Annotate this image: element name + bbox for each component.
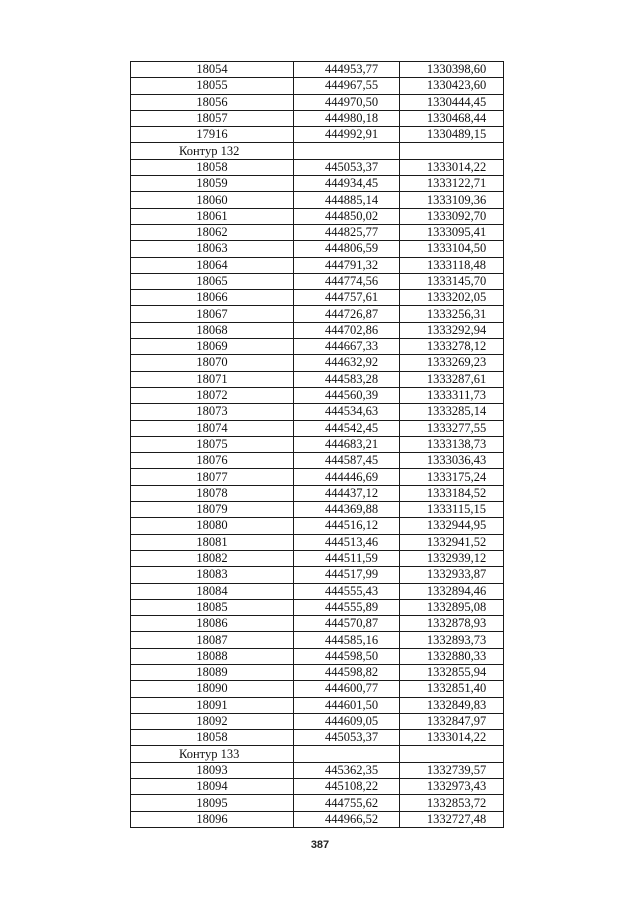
x-coordinate-cell: 444992,91 [294, 127, 400, 143]
y-coordinate-cell: 1333184,52 [400, 485, 504, 501]
point-number-cell: 18061 [131, 208, 294, 224]
table-row [131, 94, 504, 110]
y-coordinate-cell: 1333269,23 [400, 355, 504, 371]
x-coordinate-cell: 444600,77 [294, 681, 400, 697]
x-coordinate-cell: 444825,77 [294, 224, 400, 240]
y-coordinate-cell: 1333256,31 [400, 306, 504, 322]
table-row [131, 273, 504, 289]
point-number-cell: 18096 [131, 811, 294, 827]
table-row [131, 648, 504, 664]
x-coordinate-cell: 444437,12 [294, 485, 400, 501]
x-coordinate-cell: 444517,99 [294, 567, 400, 583]
point-number-cell: 18090 [131, 681, 294, 697]
contour-label: Контур 133 [131, 746, 294, 762]
y-coordinate-cell: 1333311,73 [400, 387, 504, 403]
point-number-cell: 18086 [131, 616, 294, 632]
y-coordinate-cell: 1333138,73 [400, 436, 504, 452]
x-coordinate-cell: 444970,50 [294, 94, 400, 110]
point-number-cell: 18067 [131, 306, 294, 322]
y-coordinate-cell: 1332939,12 [400, 550, 504, 566]
table-row [131, 469, 504, 485]
table-row [131, 502, 504, 518]
y-coordinate-cell: 1330468,44 [400, 110, 504, 126]
table-row [131, 599, 504, 615]
x-coordinate-cell: 444726,87 [294, 306, 400, 322]
table-row [131, 795, 504, 811]
y-coordinate-cell: 1332851,40 [400, 681, 504, 697]
point-number-cell: 18057 [131, 110, 294, 126]
empty-cell [294, 143, 400, 159]
point-number-cell: 18068 [131, 322, 294, 338]
x-coordinate-cell: 444850,02 [294, 208, 400, 224]
y-coordinate-cell: 1332853,72 [400, 795, 504, 811]
x-coordinate-cell: 445108,22 [294, 779, 400, 795]
point-number-cell: 18060 [131, 192, 294, 208]
point-number-cell: 18056 [131, 94, 294, 110]
empty-cell [400, 143, 504, 159]
y-coordinate-cell: 1333014,22 [400, 159, 504, 175]
y-coordinate-cell: 1330444,45 [400, 94, 504, 110]
y-coordinate-cell: 1332727,48 [400, 811, 504, 827]
x-coordinate-cell: 444980,18 [294, 110, 400, 126]
coordinates-table [130, 61, 504, 828]
x-coordinate-cell: 444587,45 [294, 453, 400, 469]
y-coordinate-cell: 1332894,46 [400, 583, 504, 599]
point-number-cell: 18071 [131, 371, 294, 387]
x-coordinate-cell: 444755,62 [294, 795, 400, 811]
table-row [131, 550, 504, 566]
table-row [131, 583, 504, 599]
point-number-cell: 18058 [131, 159, 294, 175]
x-coordinate-cell: 444369,88 [294, 502, 400, 518]
contour-header-row [131, 746, 504, 762]
y-coordinate-cell: 1333175,24 [400, 469, 504, 485]
x-coordinate-cell: 444702,86 [294, 322, 400, 338]
y-coordinate-cell: 1333115,15 [400, 502, 504, 518]
table-row [131, 713, 504, 729]
table-row [131, 322, 504, 338]
x-coordinate-cell: 444555,89 [294, 599, 400, 615]
point-number-cell: 18085 [131, 599, 294, 615]
y-coordinate-cell: 1333285,14 [400, 404, 504, 420]
contour-header-row [131, 143, 504, 159]
table-row [131, 176, 504, 192]
y-coordinate-cell: 1333292,94 [400, 322, 504, 338]
point-number-cell: 18055 [131, 78, 294, 94]
x-coordinate-cell: 444446,69 [294, 469, 400, 485]
point-number-cell: 17916 [131, 127, 294, 143]
y-coordinate-cell: 1330489,15 [400, 127, 504, 143]
point-number-cell: 18087 [131, 632, 294, 648]
table-row [131, 208, 504, 224]
y-coordinate-cell: 1332944,95 [400, 518, 504, 534]
table-row [131, 616, 504, 632]
table-row [131, 127, 504, 143]
x-coordinate-cell: 444806,59 [294, 241, 400, 257]
x-coordinate-cell: 444542,45 [294, 420, 400, 436]
table-row [131, 387, 504, 403]
coordinates-table-body [131, 62, 504, 828]
y-coordinate-cell: 1330423,60 [400, 78, 504, 94]
x-coordinate-cell: 444555,43 [294, 583, 400, 599]
x-coordinate-cell: 444757,61 [294, 290, 400, 306]
y-coordinate-cell: 1333118,48 [400, 257, 504, 273]
y-coordinate-cell: 1333145,70 [400, 273, 504, 289]
table-row [131, 404, 504, 420]
table-row [131, 371, 504, 387]
x-coordinate-cell: 445053,37 [294, 730, 400, 746]
point-number-cell: 18077 [131, 469, 294, 485]
point-number-cell: 18054 [131, 62, 294, 78]
point-number-cell: 18082 [131, 550, 294, 566]
point-number-cell: 18095 [131, 795, 294, 811]
table-row [131, 485, 504, 501]
point-number-cell: 18064 [131, 257, 294, 273]
point-number-cell: 18083 [131, 567, 294, 583]
point-number-cell: 18094 [131, 779, 294, 795]
y-coordinate-cell: 1333104,50 [400, 241, 504, 257]
x-coordinate-cell: 444598,82 [294, 664, 400, 680]
table-row [131, 257, 504, 273]
table-row [131, 290, 504, 306]
point-number-cell: 18075 [131, 436, 294, 452]
table-row [131, 567, 504, 583]
point-number-cell: 18089 [131, 664, 294, 680]
y-coordinate-cell: 1333287,61 [400, 371, 504, 387]
table-row [131, 811, 504, 827]
table-row [131, 224, 504, 240]
table-row [131, 534, 504, 550]
x-coordinate-cell: 444967,55 [294, 78, 400, 94]
point-number-cell: 18092 [131, 713, 294, 729]
y-coordinate-cell: 1332893,73 [400, 632, 504, 648]
x-coordinate-cell: 444516,12 [294, 518, 400, 534]
table-row [131, 730, 504, 746]
table-row [131, 192, 504, 208]
x-coordinate-cell: 444609,05 [294, 713, 400, 729]
point-number-cell: 18069 [131, 339, 294, 355]
y-coordinate-cell: 1332973,43 [400, 779, 504, 795]
x-coordinate-cell: 444513,46 [294, 534, 400, 550]
y-coordinate-cell: 1332941,52 [400, 534, 504, 550]
table-row [131, 241, 504, 257]
x-coordinate-cell: 444585,16 [294, 632, 400, 648]
table-row [131, 681, 504, 697]
y-coordinate-cell: 1333277,55 [400, 420, 504, 436]
table-row [131, 664, 504, 680]
table-row [131, 762, 504, 778]
y-coordinate-cell: 1333014,22 [400, 730, 504, 746]
x-coordinate-cell: 444774,56 [294, 273, 400, 289]
y-coordinate-cell: 1333202,05 [400, 290, 504, 306]
table-row [131, 306, 504, 322]
x-coordinate-cell: 444560,39 [294, 387, 400, 403]
y-coordinate-cell: 1332739,57 [400, 762, 504, 778]
y-coordinate-cell: 1332933,87 [400, 567, 504, 583]
x-coordinate-cell: 444583,28 [294, 371, 400, 387]
point-number-cell: 18070 [131, 355, 294, 371]
x-coordinate-cell: 444953,77 [294, 62, 400, 78]
point-number-cell: 18074 [131, 420, 294, 436]
point-number-cell: 18059 [131, 176, 294, 192]
contour-label: Контур 132 [131, 143, 294, 159]
table-row [131, 453, 504, 469]
y-coordinate-cell: 1332849,83 [400, 697, 504, 713]
point-number-cell: 18062 [131, 224, 294, 240]
y-coordinate-cell: 1332855,94 [400, 664, 504, 680]
y-coordinate-cell: 1332878,93 [400, 616, 504, 632]
point-number-cell: 18088 [131, 648, 294, 664]
point-number-cell: 18073 [131, 404, 294, 420]
x-coordinate-cell: 444632,92 [294, 355, 400, 371]
table-row [131, 159, 504, 175]
table-row [131, 110, 504, 126]
point-number-cell: 18058 [131, 730, 294, 746]
y-coordinate-cell: 1332880,33 [400, 648, 504, 664]
y-coordinate-cell: 1333095,41 [400, 224, 504, 240]
y-coordinate-cell: 1332895,08 [400, 599, 504, 615]
point-number-cell: 18080 [131, 518, 294, 534]
table-row [131, 779, 504, 795]
x-coordinate-cell: 444791,32 [294, 257, 400, 273]
x-coordinate-cell: 444885,14 [294, 192, 400, 208]
table-row [131, 436, 504, 452]
y-coordinate-cell: 1333036,43 [400, 453, 504, 469]
point-number-cell: 18093 [131, 762, 294, 778]
point-number-cell: 18065 [131, 273, 294, 289]
table-row [131, 339, 504, 355]
x-coordinate-cell: 444534,63 [294, 404, 400, 420]
y-coordinate-cell: 1333109,36 [400, 192, 504, 208]
page-number: 387 [310, 839, 330, 851]
x-coordinate-cell: 444667,33 [294, 339, 400, 355]
point-number-cell: 18091 [131, 697, 294, 713]
y-coordinate-cell: 1330398,60 [400, 62, 504, 78]
point-number-cell: 18076 [131, 453, 294, 469]
point-number-cell: 18066 [131, 290, 294, 306]
x-coordinate-cell: 444570,87 [294, 616, 400, 632]
table-row [131, 420, 504, 436]
x-coordinate-cell: 444598,50 [294, 648, 400, 664]
x-coordinate-cell: 445053,37 [294, 159, 400, 175]
y-coordinate-cell: 1333122,71 [400, 176, 504, 192]
empty-cell [400, 746, 504, 762]
point-number-cell: 18081 [131, 534, 294, 550]
table-row [131, 697, 504, 713]
x-coordinate-cell: 444511,59 [294, 550, 400, 566]
point-number-cell: 18079 [131, 502, 294, 518]
table-row [131, 355, 504, 371]
x-coordinate-cell: 445362,35 [294, 762, 400, 778]
table-row [131, 62, 504, 78]
point-number-cell: 18084 [131, 583, 294, 599]
y-coordinate-cell: 1332847,97 [400, 713, 504, 729]
table-row [131, 518, 504, 534]
y-coordinate-cell: 1333278,12 [400, 339, 504, 355]
point-number-cell: 18078 [131, 485, 294, 501]
table-row [131, 632, 504, 648]
point-number-cell: 18072 [131, 387, 294, 403]
x-coordinate-cell: 444601,50 [294, 697, 400, 713]
x-coordinate-cell: 444934,45 [294, 176, 400, 192]
table-row [131, 78, 504, 94]
point-number-cell: 18063 [131, 241, 294, 257]
x-coordinate-cell: 444683,21 [294, 436, 400, 452]
empty-cell [294, 746, 400, 762]
y-coordinate-cell: 1333092,70 [400, 208, 504, 224]
x-coordinate-cell: 444966,52 [294, 811, 400, 827]
